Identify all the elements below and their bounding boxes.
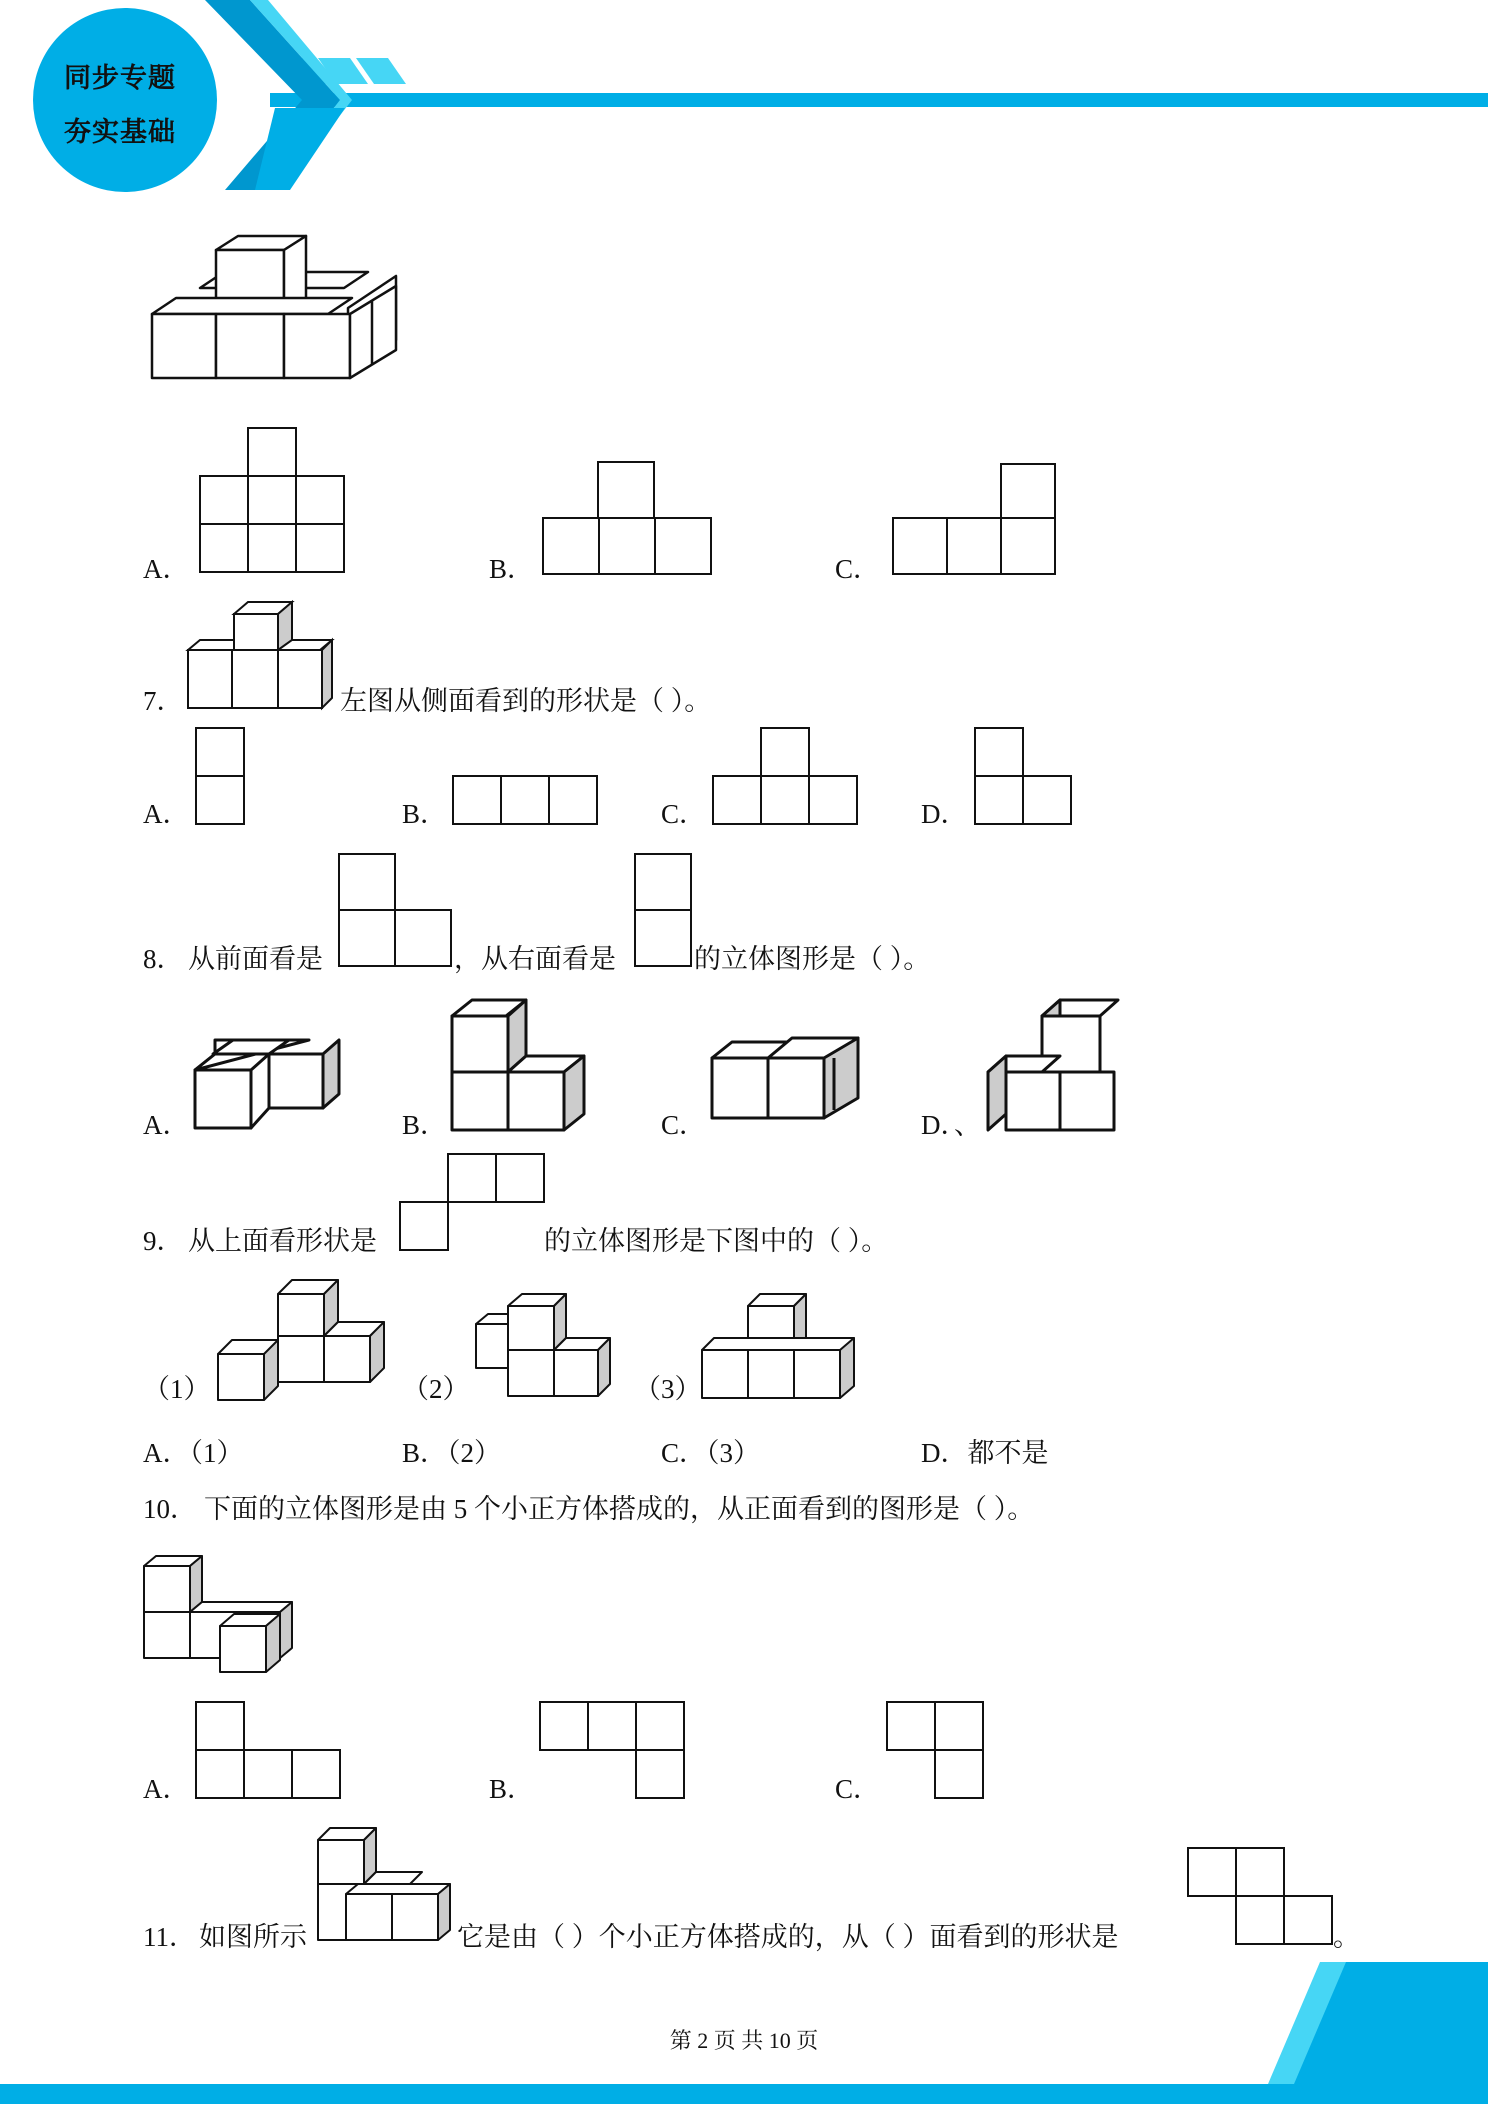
q7-option-a-label[interactable]: A． (143, 799, 190, 829)
q8-front-view-figure (337, 852, 453, 968)
q9-figure-2 (474, 1292, 614, 1402)
q10-option-b-label[interactable]: B． (489, 1774, 535, 1804)
q6-option-b-figure[interactable] (541, 460, 713, 576)
q7-option-c-figure[interactable] (711, 726, 859, 826)
q9-figure-1 (216, 1274, 388, 1404)
q10-option-c-figure[interactable] (885, 1700, 985, 1800)
q9-figure-3 (700, 1292, 860, 1404)
q10-solid-figure (142, 1552, 302, 1688)
header-banner (0, 0, 1488, 200)
q8-option-d-label[interactable]: D．、 (921, 1110, 981, 1140)
banner-line-1: 同步专题 (64, 63, 176, 94)
q10-option-a-figure[interactable] (194, 1700, 342, 1800)
q9-figure-2-label: （2） (402, 1374, 470, 1404)
q11-text-1: 如图所示 (199, 1922, 307, 1952)
q7-question-text: 左图从侧面看到的形状是（ ）。 (340, 686, 712, 716)
q8-text-1: 从前面看是 (188, 944, 323, 974)
q7-option-d-label[interactable]: D． (921, 799, 968, 829)
q8-option-b-label[interactable]: B． (402, 1110, 448, 1140)
q11-text-3: 。 (1333, 1922, 1360, 1952)
q8-option-d-figure[interactable] (986, 996, 1126, 1136)
q6-option-a-figure[interactable] (198, 426, 348, 576)
q6-option-b-label[interactable]: B． (489, 554, 535, 584)
q11-number: 11． (143, 1922, 196, 1952)
q8-number: 8． (143, 944, 184, 974)
q8-right-view-figure (633, 852, 693, 968)
q6-option-a-label[interactable]: A． (143, 554, 190, 584)
q8-option-b-figure[interactable] (450, 996, 590, 1136)
banner-graphic (0, 0, 1488, 200)
q7-option-b-figure[interactable] (451, 774, 599, 826)
q10-number: 10． (143, 1494, 197, 1524)
q7-option-c-label[interactable]: C． (661, 799, 707, 829)
banner-line-2: 夯实基础 (64, 117, 176, 148)
q8-option-a-label[interactable]: A． (143, 1110, 190, 1140)
q9-option-c[interactable]: C．（3） (661, 1438, 761, 1468)
q6-solid-figure (140, 228, 400, 388)
q9-text-2: 的立体图形是下图中的（ ）。 (544, 1226, 889, 1256)
q9-top-view-figure (398, 1152, 546, 1252)
q9-option-a[interactable]: A．（1） (143, 1438, 244, 1468)
footer-decoration (0, 1934, 1488, 2104)
q10-option-a-label[interactable]: A． (143, 1774, 190, 1804)
q9-number: 9． (143, 1226, 184, 1256)
q6-option-c-figure[interactable] (891, 462, 1057, 578)
q11-view-figure (1186, 1846, 1336, 1946)
q9-text-1: 从上面看形状是 (188, 1226, 377, 1256)
q11-solid-figure (316, 1824, 456, 1944)
q9-figure-3-label: （3） (634, 1374, 702, 1404)
q8-option-c-label[interactable]: C． (661, 1110, 707, 1140)
q7-option-a-figure[interactable] (194, 726, 246, 826)
page-number: 第 2 页 共 10 页 (669, 2028, 819, 2053)
q7-number: 7． (143, 686, 184, 716)
q8-option-c-figure[interactable] (710, 1034, 860, 1134)
q7-solid-figure (186, 600, 346, 712)
q8-text-3: 的立体图形是（ ）。 (694, 944, 931, 974)
q7-option-d-figure[interactable] (973, 726, 1073, 826)
q10-option-b-figure[interactable] (538, 1700, 686, 1800)
q9-figure-1-label: （1） (143, 1374, 211, 1404)
q11-text-2: 它是由（ ）个小正方体搭成的，从（ ）面看到的形状是 (457, 1922, 1119, 1952)
q9-option-b[interactable]: B．（2） (402, 1438, 502, 1468)
q6-option-c-label[interactable]: C． (835, 554, 881, 584)
q9-option-d[interactable]: D．都不是 (921, 1438, 1049, 1468)
q10-option-c-label[interactable]: C． (835, 1774, 881, 1804)
q8-option-a-figure[interactable] (193, 1034, 343, 1134)
q7-option-b-label[interactable]: B． (402, 799, 448, 829)
q10-question-text: 下面的立体图形是由 5 个小正方体搭成的，从正面看到的图形是（ ）。 (204, 1494, 1035, 1524)
q8-text-2: ，从右面看是 (454, 944, 616, 974)
